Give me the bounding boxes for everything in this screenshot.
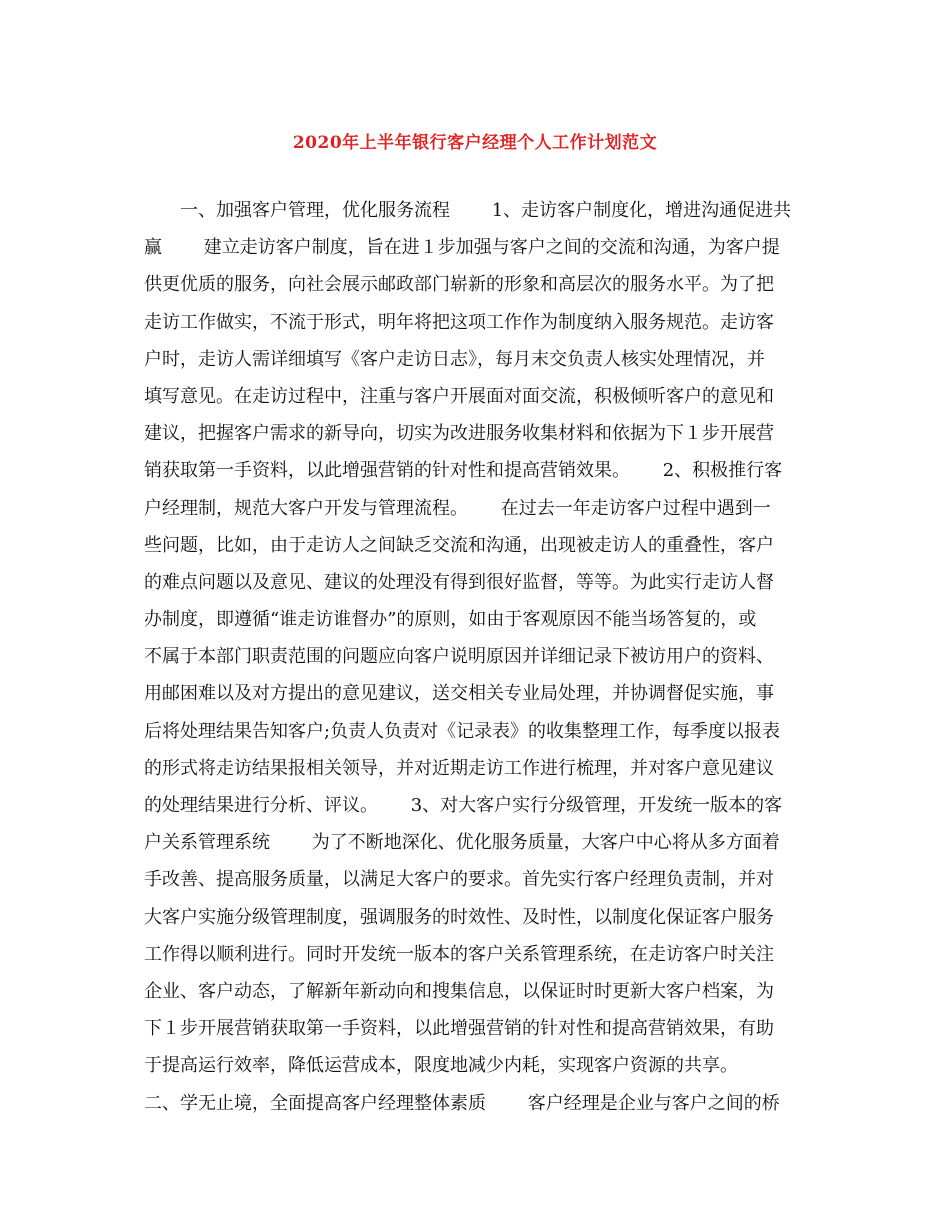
body-line: 户关系管理系统 为了不断地深化、优化服务质量，大客户中心将从多方面着 (144, 832, 780, 854)
body-line: 下１步开展营销获取第一手资料，以此增强营销的针对性和提高营销效果，有助 (144, 1018, 774, 1040)
body-line: 的形式将走访结果报相关领导，并对近期走访工作进行梳理，并对客户意见建议 (144, 757, 774, 779)
body-line: 的难点问题以及意见、建议的处理没有得到很好监督，等等。为此实行走访人督 (144, 571, 774, 593)
body-line: 于提高运行效率，降低运营成本，限度地减少内耗，实现客户资源的共享。 (144, 1055, 738, 1077)
body-line: 工作得以顺利进行。同时开发统一版本的客户关系管理系统，在走访客户时关注 (144, 943, 774, 965)
body-line: 些问题，比如，由于走访人之间缺乏交流和沟通，出现被走访人的重叠性，客户 (144, 534, 774, 556)
body-line: 后将处理结果告知客户;负责人负责对《记录表》的收集整理工作，每季度以报表 (144, 720, 781, 742)
body-line: 用邮困难以及对方提出的意见建议，送交相关专业局处理，并协调督促实施，事 (144, 683, 774, 705)
body-line: 填写意见。在走访过程中，注重与客户开展面对面交流，积极倾听客户的意见和 (144, 385, 774, 407)
body-line: 建议，把握客户需求的新导向，切实为改进服务收集材料和依据为下１步开展营 (144, 423, 774, 445)
body-line: 手改善、提高服务质量，以满足大客户的要求。首先实行客户经理负责制，并对 (144, 869, 774, 891)
body-line: 不属于本部门职责范围的问题应向客户说明原因并详细记录下被访用户的资料、 (144, 646, 774, 668)
body-line: 办制度，即遵循“谁走访谁督办”的原则，如由于客观原因不能当场答复的，或 (144, 609, 757, 631)
body-line: 走访工作做实，不流于形式，明年将把这项工作作为制度纳入服务规范。走访客 (144, 311, 774, 333)
document-body (144, 192, 808, 1122)
body-line: 户经理制，规范大客户开发与管理流程。 在过去一年走访客户过程中遇到一 (144, 497, 771, 519)
body-line: 销获取第一手资料，以此增强营销的针对性和提高营销效果。 2、积极推行客 (144, 460, 783, 482)
document-title: 2020年上半年银行客户经理个人工作计划范文 (292, 133, 658, 153)
body-line: 的处理结果进行分析、评议。 3、对大客户实行分级管理，开发统一版本的客 (144, 795, 783, 816)
body-line: 供更优质的服务，向社会展示邮政部门崭新的形象和高层次的服务水平。为了把 (144, 274, 774, 296)
body-line: 大客户实施分级管理制度，强调服务的时效性、及时性，以制度化保证客户服务 (144, 906, 774, 928)
body-line: 赢 建立走访客户制度，旨在进１步加强与客户之间的交流和沟通，为客户提 (144, 237, 780, 259)
body-line: 企业、客户动态，了解新年新动向和搜集信息，以保证时时更新大客户档案，为 (144, 980, 774, 1002)
body-line: 一、加强客户管理，优化服务流程 1、走访客户制度化，增进沟通促进共 (144, 200, 792, 221)
body-line: 二、学无止境，全面提高客户经理整体素质 客户经理是企业与客户之间的桥 (144, 1092, 780, 1114)
body-line: 户时，走访人需详细填写《客户走访日志》，每月末交负责人核实处理情况，并 (144, 348, 765, 370)
